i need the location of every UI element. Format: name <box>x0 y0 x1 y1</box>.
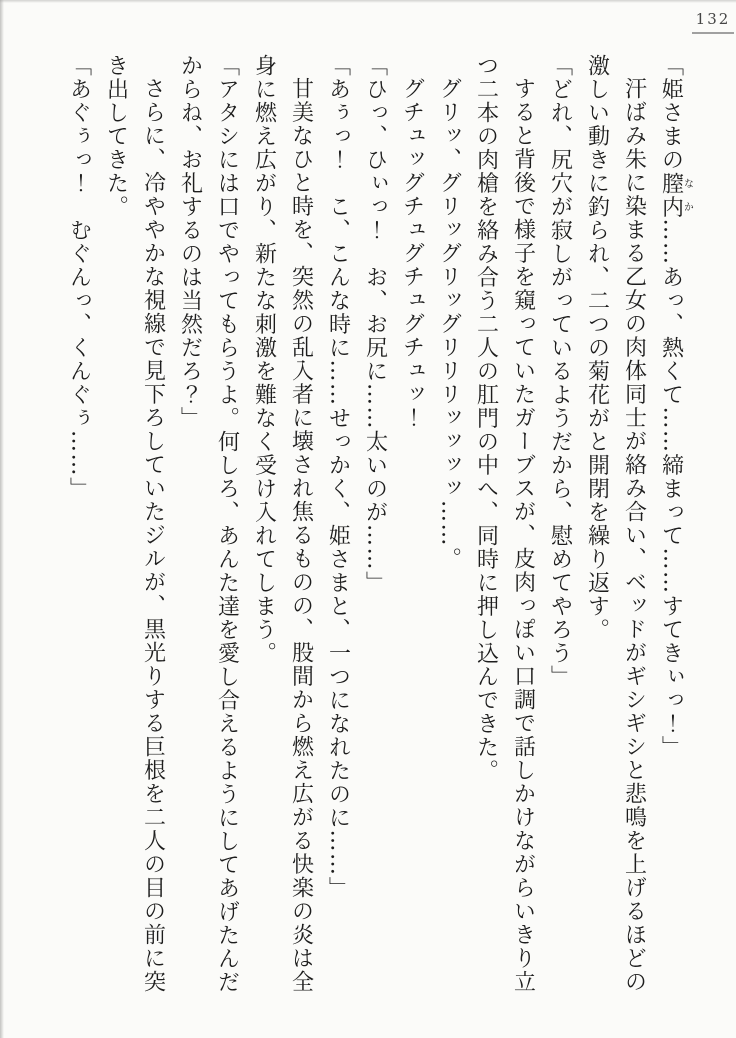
text-column: からね、お礼するのは当然だろ？」 <box>177 54 203 430</box>
page-number: 132 <box>692 10 734 34</box>
text-column: すると背後で様子を窺っていたガーブスが、皮肉っぽい口調で話しかけながらいきり立 <box>510 77 536 994</box>
text-column: 「アタシには口でやってもらうよ。何しろ、あんた達を愛し合えるようにしてあげたんだ <box>214 54 240 994</box>
text-column: グリッ、グリッグリッグリリリッッッッ……。 <box>436 77 462 571</box>
text-column: 身に燃え広がり、新たな刺激を難なく受け入れてしまう。 <box>251 54 277 665</box>
text-column: 「あぐぅっ！ むぐんっ、くんぐぅ……」 <box>66 54 92 501</box>
page-edge-top-shadow <box>0 0 736 3</box>
text-column: 甘美なひと時を、突然の乱入者に壊され焦るものの、股間から燃え広がる快楽の炎は全 <box>288 77 314 994</box>
text-column: 激しい動きに釣られ、二つの菊花がと開閉を繰り返す。 <box>584 54 610 642</box>
text-column: つ二本の肉槍を絡み合う二人の肛門の中へ、同時に押し込んできた。 <box>473 54 499 783</box>
page-text <box>61 54 693 1002</box>
text-column: グチュッグチュグチュグチュッ！ <box>399 77 425 430</box>
text-column: 「どれ、尻穴が寂しがっているようだから、慰めてやろう」 <box>547 54 573 689</box>
text-column: さらに、冷ややかな視線で見下ろしていたジルが、黒光りする巨根を二人の目の前に突 <box>140 77 166 994</box>
text-column: き出してきた。 <box>103 54 129 219</box>
text-column: 「姫さまの膣内なか……あっ、熱くて……締まって……すてきぃっ！」 <box>658 54 693 759</box>
text-column: 「ひっ、ひぃっ！ お、お尻に……太いのが……」 <box>362 54 388 595</box>
page-edge-left-shadow <box>0 0 4 1038</box>
ruby-annotated-word: 膣内なか <box>658 171 693 219</box>
text-column: 汗ばみ朱に染まる乙女の肉体同士が絡み合い、ベッドがギシギシと悲鳴を上げるほどの <box>621 77 647 994</box>
text-column: 「あぅっ！ こ、こんな時に……せっかく、姫さまと、一つになれたのに……」 <box>325 54 351 900</box>
